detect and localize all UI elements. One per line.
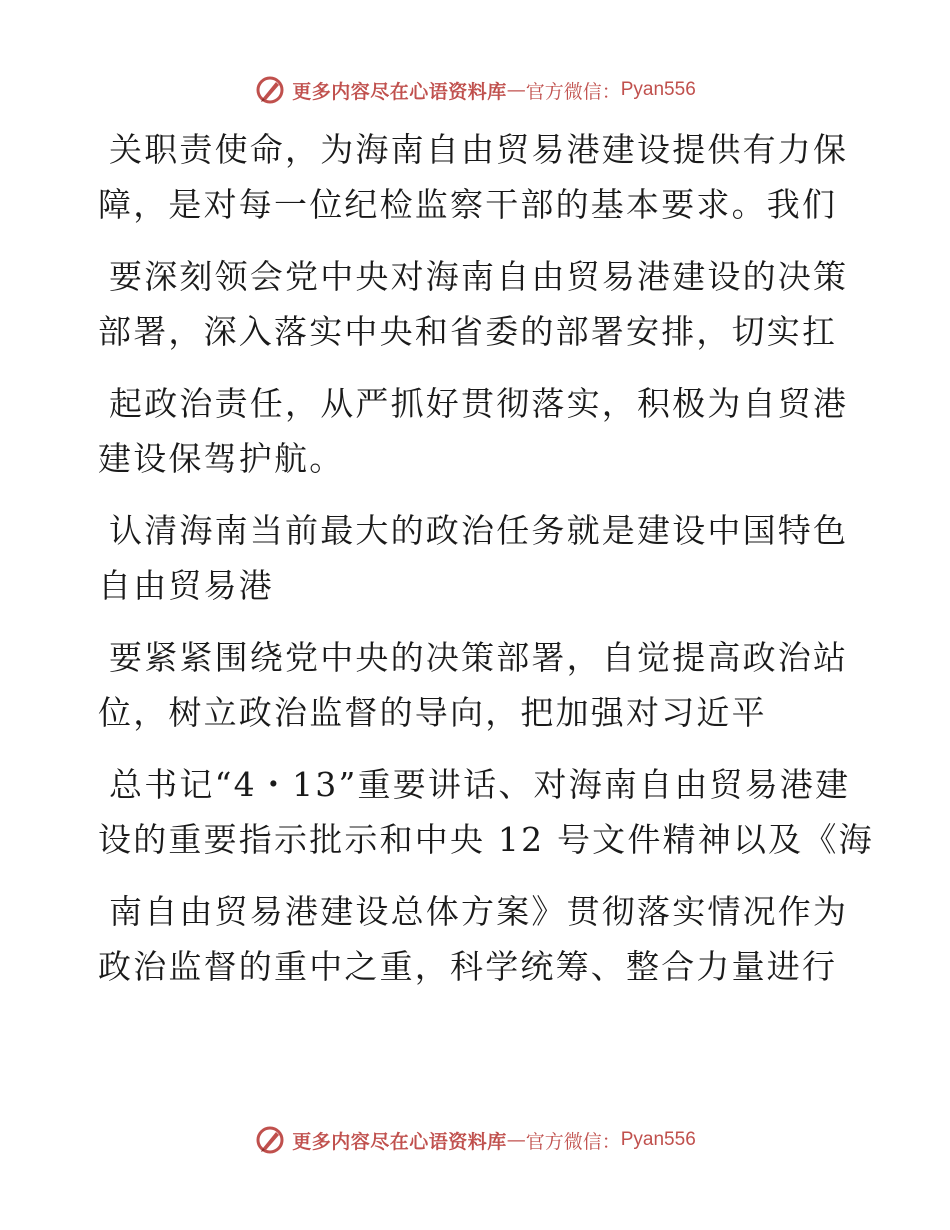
body-line: 设的重要指示批示和中央 12 号文件精神以及《海 — [98, 820, 874, 859]
body-line: 关职责使命，为海南自由贸易港建设提供有力保 — [109, 130, 849, 169]
body-line: 建设保驾护航。 — [98, 439, 345, 478]
body-line: 总书记“4・13”重要讲话、对海南自由贸易港建 — [109, 765, 851, 804]
footer-wechat-label: 官方微信： — [525, 1130, 621, 1153]
body-line: 南自由贸易港建设总体方案》贯彻落实情况作为 — [109, 892, 849, 931]
body-line: 自由贸易港 — [98, 566, 274, 605]
body-line: 政治监督的重中之重，科学统筹、整合力量进行 — [98, 947, 838, 986]
footer-wechat-id: Pyan556 — [620, 1129, 696, 1150]
body-line: 障，是对每一位纪检监察干部的基本要求。我们 — [98, 185, 838, 224]
header-wechat-id: Pyan556 — [620, 79, 696, 100]
document-body — [98, 122, 888, 994]
header-banner — [0, 70, 950, 110]
body-line: 部署，深入落实中央和省委的部署安排，切实扛 — [98, 312, 838, 351]
header-wechat-label: 官方微信： — [525, 80, 621, 103]
body-line: 要深刻领会党中央对海南自由贸易港建设的决策 — [109, 257, 849, 296]
body-line: 位，树立政治监督的导向，把加强对习近平 — [98, 693, 767, 732]
header-dash: — — [506, 79, 526, 101]
footer-brand-text: 更多内容尽在心语资料库 — [292, 1130, 507, 1153]
header-brand-text: 更多内容尽在心语资料库 — [292, 80, 507, 103]
body-line: 要紧紧围绕党中央的决策部署，自觉提高政治站 — [109, 638, 849, 677]
body-line: 起政治责任，从严抓好贯彻落实，积极为自贸港 — [109, 384, 849, 423]
quill-logo-icon — [254, 74, 286, 106]
footer-banner — [0, 1120, 950, 1160]
quill-logo-icon — [254, 1124, 286, 1156]
footer-dash: — — [506, 1129, 526, 1151]
body-line: 认清海南当前最大的政治任务就是建设中国特色 — [109, 511, 849, 550]
